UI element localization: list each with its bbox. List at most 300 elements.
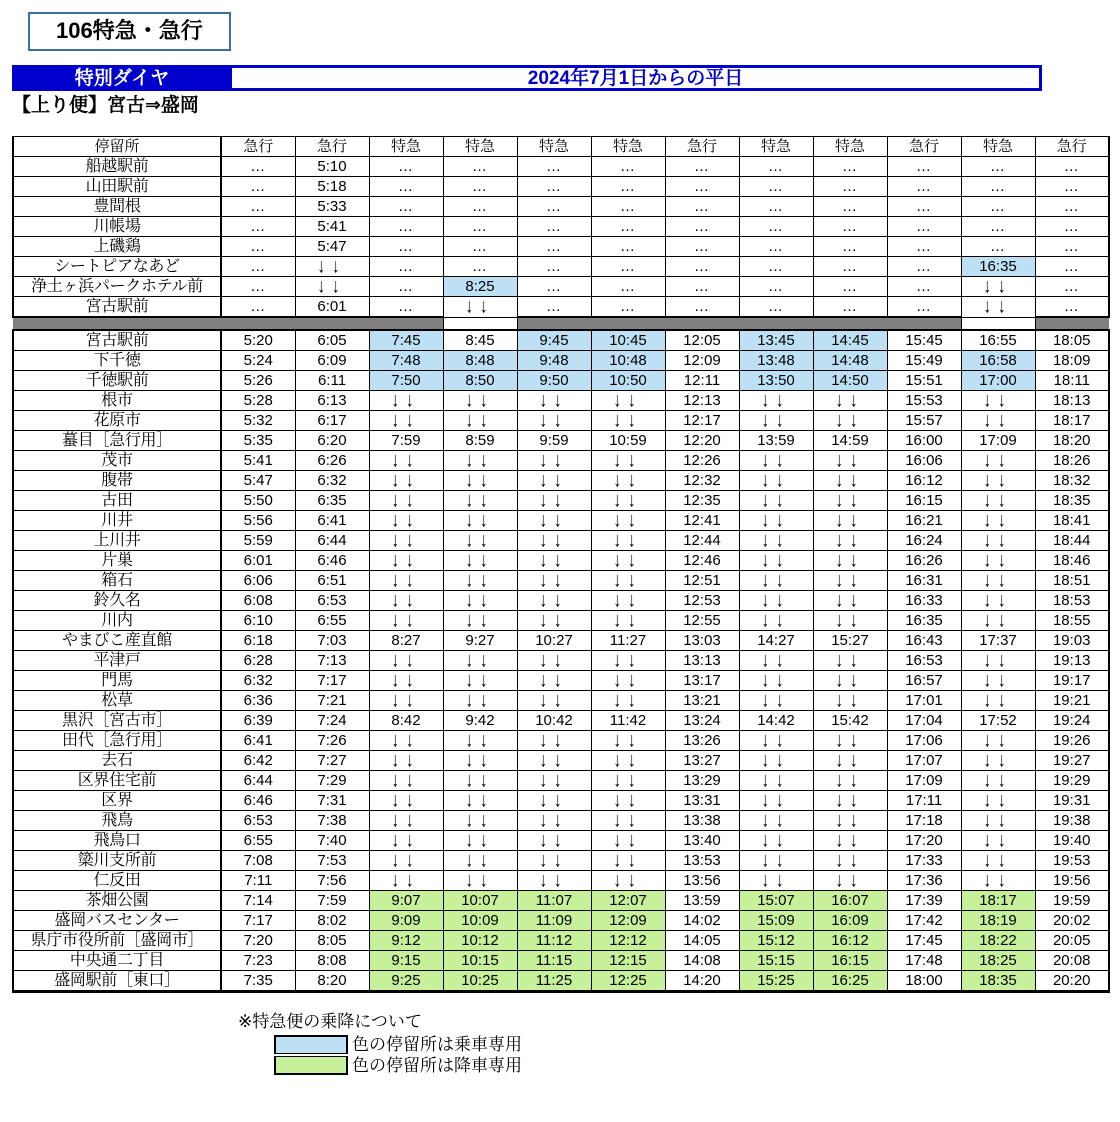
table-row	[13, 277, 1109, 297]
departure-time-cell: 9:48	[517, 351, 591, 371]
departure-time-cell: 6:55	[295, 611, 369, 631]
through-arrow-icon	[961, 551, 1035, 571]
departure-time-cell: 14:59	[813, 431, 887, 451]
departure-time-cell: 13:31	[665, 791, 739, 811]
departure-time-cell: 16:35	[887, 611, 961, 631]
down-arrow-icon: ↓↓	[465, 530, 495, 551]
departure-time-cell: 17:01	[887, 691, 961, 711]
departure-time-cell: 15:49	[887, 351, 961, 371]
divider-segment	[369, 317, 443, 330]
divider-segment	[517, 317, 591, 330]
through-arrow-icon	[739, 691, 813, 711]
departure-time-cell: 7:27	[295, 751, 369, 771]
departure-time-cell: 18:00	[887, 971, 961, 992]
table-row	[13, 471, 1109, 491]
down-arrow-icon: ↓↓	[761, 850, 791, 871]
departure-time-cell: 12:09	[665, 351, 739, 371]
down-arrow-icon: ↓↓	[465, 296, 495, 318]
departure-time-cell: 19:03	[1035, 631, 1109, 651]
stop-name-cell: 飛鳥	[13, 811, 221, 831]
through-arrow-icon	[591, 831, 665, 851]
down-arrow-icon: ↓↓	[391, 750, 421, 771]
departure-time-cell: 6:41	[221, 731, 295, 751]
departure-time-cell: 8:08	[295, 951, 369, 971]
through-arrow-icon	[443, 611, 517, 631]
stop-name-cell: 千徳駅前	[13, 371, 221, 391]
departure-time-cell: 8:50	[443, 371, 517, 391]
through-arrow-icon	[443, 771, 517, 791]
departure-time-cell: 16:21	[887, 511, 961, 531]
departure-time-cell: 14:42	[739, 711, 813, 731]
down-arrow-icon: ↓↓	[391, 390, 421, 411]
down-arrow-icon: ↓↓	[391, 450, 421, 471]
departure-time-cell: 19:24	[1035, 711, 1109, 731]
down-arrow-icon: ↓↓	[835, 730, 865, 751]
through-arrow-icon	[369, 791, 443, 811]
route-title: 106特急・急行	[28, 12, 231, 51]
no-service-cell: …	[517, 277, 591, 297]
departure-time-cell: 19:38	[1035, 811, 1109, 831]
no-service-cell: …	[1035, 217, 1109, 237]
down-arrow-icon: ↓↓	[761, 830, 791, 851]
no-service-cell: …	[591, 197, 665, 217]
departure-time-cell: 5:10	[295, 157, 369, 177]
through-arrow-icon	[517, 871, 591, 891]
departure-time-cell: 19:21	[1035, 691, 1109, 711]
no-service-cell: …	[665, 277, 739, 297]
through-arrow-icon	[813, 791, 887, 811]
through-arrow-icon	[961, 671, 1035, 691]
through-arrow-icon	[739, 851, 813, 871]
through-arrow-icon	[295, 257, 369, 277]
departure-time-cell: 9:07	[369, 891, 443, 911]
no-service-cell: …	[443, 257, 517, 277]
through-arrow-icon	[517, 471, 591, 491]
departure-time-cell: 7:59	[295, 891, 369, 911]
down-arrow-icon: ↓↓	[761, 870, 791, 891]
departure-time-cell: 18:17	[1035, 411, 1109, 431]
departure-time-cell: 15:27	[813, 631, 887, 651]
through-arrow-icon	[591, 771, 665, 791]
down-arrow-icon: ↓↓	[539, 690, 569, 711]
down-arrow-icon: ↓↓	[613, 410, 643, 431]
down-arrow-icon: ↓↓	[465, 390, 495, 411]
no-service-cell: …	[221, 237, 295, 257]
departure-time-cell: 18:55	[1035, 611, 1109, 631]
through-arrow-icon	[517, 771, 591, 791]
table-row	[13, 571, 1109, 591]
down-arrow-icon: ↓↓	[613, 650, 643, 671]
departure-time-cell: 10:27	[517, 631, 591, 651]
through-arrow-icon	[443, 571, 517, 591]
departure-time-cell: 7:31	[295, 791, 369, 811]
down-arrow-icon: ↓↓	[391, 410, 421, 431]
down-arrow-icon: ↓↓	[539, 390, 569, 411]
stop-name-cell: 宮古駅前	[13, 330, 221, 351]
down-arrow-icon: ↓↓	[761, 650, 791, 671]
stop-name-cell: 川内	[13, 611, 221, 631]
table-row	[13, 891, 1109, 911]
departure-time-cell: 6:46	[221, 791, 295, 811]
departure-time-cell: 10:50	[591, 371, 665, 391]
through-arrow-icon	[813, 531, 887, 551]
through-arrow-icon	[961, 791, 1035, 811]
departure-time-cell: 5:35	[221, 431, 295, 451]
departure-time-cell: 14:08	[665, 951, 739, 971]
departure-time-cell: 16:15	[813, 951, 887, 971]
departure-time-cell: 8:25	[443, 277, 517, 297]
through-arrow-icon	[739, 611, 813, 631]
down-arrow-icon: ↓↓	[613, 790, 643, 811]
through-arrow-icon	[517, 651, 591, 671]
departure-time-cell: 13:21	[665, 691, 739, 711]
through-arrow-icon	[443, 731, 517, 751]
down-arrow-icon: ↓↓	[835, 770, 865, 791]
departure-time-cell: 15:45	[887, 330, 961, 351]
down-arrow-icon: ↓↓	[539, 870, 569, 891]
down-arrow-icon: ↓↓	[391, 770, 421, 791]
down-arrow-icon: ↓↓	[983, 570, 1013, 591]
no-service-cell: …	[739, 217, 813, 237]
down-arrow-icon: ↓↓	[613, 570, 643, 591]
departure-time-cell: 7:17	[295, 671, 369, 691]
through-arrow-icon	[369, 651, 443, 671]
departure-time-cell: 10:45	[591, 330, 665, 351]
down-arrow-icon: ↓↓	[835, 590, 865, 611]
departure-time-cell: 9:25	[369, 971, 443, 992]
through-arrow-icon	[591, 671, 665, 691]
block-divider	[13, 317, 1109, 330]
departure-time-cell: 5:26	[221, 371, 295, 391]
stop-name-cell: 盛岡駅前［東口］	[13, 971, 221, 992]
no-service-cell: …	[591, 257, 665, 277]
through-arrow-icon	[591, 751, 665, 771]
departure-time-cell: 6:18	[221, 631, 295, 651]
no-service-cell: …	[517, 257, 591, 277]
no-service-cell: …	[887, 277, 961, 297]
no-service-cell: …	[813, 177, 887, 197]
stop-name-cell: 茶畑公園	[13, 891, 221, 911]
departure-time-cell: 16:35	[961, 257, 1035, 277]
through-arrow-icon	[813, 751, 887, 771]
down-arrow-icon: ↓↓	[835, 750, 865, 771]
stop-name-cell: 山田駅前	[13, 177, 221, 197]
through-arrow-icon	[443, 531, 517, 551]
departure-time-cell: 5:41	[221, 451, 295, 471]
through-arrow-icon	[517, 751, 591, 771]
departure-time-cell: 9:27	[443, 631, 517, 651]
down-arrow-icon: ↓↓	[613, 510, 643, 531]
through-arrow-icon	[739, 451, 813, 471]
through-arrow-icon	[591, 511, 665, 531]
departure-time-cell: 17:09	[961, 431, 1035, 451]
departure-time-cell: 8:27	[369, 631, 443, 651]
departure-time-cell: 5:32	[221, 411, 295, 431]
table-row	[13, 631, 1109, 651]
departure-time-cell: 9:42	[443, 711, 517, 731]
through-arrow-icon	[443, 491, 517, 511]
departure-time-cell: 12:46	[665, 551, 739, 571]
divider-segment	[739, 317, 813, 330]
no-service-cell: …	[813, 197, 887, 217]
through-arrow-icon	[739, 671, 813, 691]
down-arrow-icon: ↓↓	[761, 810, 791, 831]
table-row	[13, 330, 1109, 351]
departure-time-cell: 6:06	[221, 571, 295, 591]
stop-name-cell: 箱石	[13, 571, 221, 591]
departure-time-cell: 18:53	[1035, 591, 1109, 611]
legend-row-dropoff	[274, 1055, 1120, 1076]
table-row	[13, 931, 1109, 951]
departure-time-cell: 7:38	[295, 811, 369, 831]
through-arrow-icon	[813, 551, 887, 571]
down-arrow-icon: ↓↓	[983, 730, 1013, 751]
departure-time-cell: 13:56	[665, 871, 739, 891]
departure-time-cell: 6:01	[295, 297, 369, 318]
stop-name-cell: 腹帯	[13, 471, 221, 491]
down-arrow-icon: ↓↓	[983, 410, 1013, 431]
no-service-cell: …	[221, 157, 295, 177]
down-arrow-icon: ↓↓	[983, 870, 1013, 891]
departure-time-cell: 13:45	[739, 330, 813, 351]
stop-name-cell: 片巣	[13, 551, 221, 571]
departure-time-cell: 6:36	[221, 691, 295, 711]
stop-name-cell: 下千徳	[13, 351, 221, 371]
no-service-cell: …	[369, 257, 443, 277]
down-arrow-icon: ↓↓	[983, 650, 1013, 671]
timetable-body	[13, 157, 1109, 992]
stop-name-cell: 茂市	[13, 451, 221, 471]
stop-name-cell: 門馬	[13, 671, 221, 691]
down-arrow-icon: ↓↓	[613, 870, 643, 891]
header-service-type: 急行	[1035, 137, 1109, 157]
departure-time-cell: 19:40	[1035, 831, 1109, 851]
departure-time-cell: 7:50	[369, 371, 443, 391]
departure-time-cell: 16:33	[887, 591, 961, 611]
through-arrow-icon	[591, 791, 665, 811]
no-service-cell: …	[887, 297, 961, 318]
no-service-cell: …	[221, 297, 295, 318]
down-arrow-icon: ↓↓	[465, 690, 495, 711]
departure-time-cell: 14:05	[665, 931, 739, 951]
through-arrow-icon	[961, 851, 1035, 871]
departure-time-cell: 11:15	[517, 951, 591, 971]
through-arrow-icon	[517, 591, 591, 611]
departure-time-cell: 6:42	[221, 751, 295, 771]
no-service-cell: …	[369, 277, 443, 297]
header-service-type: 急行	[887, 137, 961, 157]
dropoff-color-swatch	[274, 1056, 348, 1075]
departure-time-cell: 7:13	[295, 651, 369, 671]
through-arrow-icon	[369, 811, 443, 831]
through-arrow-icon	[813, 511, 887, 531]
departure-time-cell: 10:12	[443, 931, 517, 951]
departure-time-cell: 12:09	[591, 911, 665, 931]
through-arrow-icon	[739, 591, 813, 611]
departure-time-cell: 7:08	[221, 851, 295, 871]
through-arrow-icon	[813, 731, 887, 751]
departure-time-cell: 19:13	[1035, 651, 1109, 671]
departure-time-cell: 6:05	[295, 330, 369, 351]
down-arrow-icon: ↓↓	[465, 810, 495, 831]
down-arrow-icon: ↓↓	[983, 510, 1013, 531]
departure-time-cell: 17:11	[887, 791, 961, 811]
departure-time-cell: 16:00	[887, 431, 961, 451]
no-service-cell: …	[961, 237, 1035, 257]
departure-time-cell: 18:25	[961, 951, 1035, 971]
stop-name-cell: 川井	[13, 511, 221, 531]
through-arrow-icon	[443, 871, 517, 891]
down-arrow-icon: ↓↓	[613, 730, 643, 751]
down-arrow-icon: ↓↓	[539, 530, 569, 551]
down-arrow-icon: ↓↓	[983, 276, 1013, 297]
down-arrow-icon: ↓↓	[761, 550, 791, 571]
down-arrow-icon: ↓↓	[465, 730, 495, 751]
through-arrow-icon	[813, 811, 887, 831]
table-row	[13, 591, 1109, 611]
departure-time-cell: 19:31	[1035, 791, 1109, 811]
departure-time-cell: 13:38	[665, 811, 739, 831]
departure-time-cell: 13:29	[665, 771, 739, 791]
no-service-cell: …	[813, 217, 887, 237]
no-service-cell: …	[443, 197, 517, 217]
direction-label: 【上り便】宮古⇒盛岡	[12, 95, 199, 117]
no-service-cell: …	[369, 197, 443, 217]
departure-time-cell: 5:50	[221, 491, 295, 511]
stop-name-cell: 古田	[13, 491, 221, 511]
table-row	[13, 711, 1109, 731]
departure-time-cell: 15:57	[887, 411, 961, 431]
stop-name-cell: 上磯鶏	[13, 237, 221, 257]
table-row	[13, 431, 1109, 451]
down-arrow-icon: ↓↓	[761, 410, 791, 431]
table-row	[13, 411, 1109, 431]
stop-name-cell: 松草	[13, 691, 221, 711]
stop-name-cell: 宮古駅前	[13, 297, 221, 318]
stop-name-cell: 仁反田	[13, 871, 221, 891]
departure-time-cell: 7:45	[369, 330, 443, 351]
table-row	[13, 257, 1109, 277]
down-arrow-icon: ↓↓	[761, 690, 791, 711]
through-arrow-icon	[295, 277, 369, 297]
through-arrow-icon	[369, 451, 443, 471]
legend	[238, 1011, 1120, 1076]
departure-time-cell: 5:47	[295, 237, 369, 257]
down-arrow-icon: ↓↓	[761, 730, 791, 751]
down-arrow-icon: ↓↓	[983, 610, 1013, 631]
through-arrow-icon	[591, 471, 665, 491]
down-arrow-icon: ↓↓	[317, 276, 347, 297]
down-arrow-icon: ↓↓	[539, 570, 569, 591]
departure-time-cell: 5:47	[221, 471, 295, 491]
through-arrow-icon	[961, 751, 1035, 771]
departure-time-cell: 8:02	[295, 911, 369, 931]
departure-time-cell: 6:44	[221, 771, 295, 791]
departure-time-cell: 18:11	[1035, 371, 1109, 391]
departure-time-cell: 14:45	[813, 330, 887, 351]
table-row	[13, 751, 1109, 771]
down-arrow-icon: ↓↓	[983, 810, 1013, 831]
down-arrow-icon: ↓↓	[465, 490, 495, 511]
stop-name-cell: 船越駅前	[13, 157, 221, 177]
no-service-cell: …	[739, 297, 813, 318]
down-arrow-icon: ↓↓	[613, 770, 643, 791]
effective-date-label: 2024年7月1日からの平日	[232, 68, 1039, 88]
through-arrow-icon	[591, 871, 665, 891]
down-arrow-icon: ↓↓	[983, 750, 1013, 771]
down-arrow-icon: ↓↓	[391, 570, 421, 591]
departure-time-cell: 5:41	[295, 217, 369, 237]
down-arrow-icon: ↓↓	[465, 590, 495, 611]
departure-time-cell: 19:56	[1035, 871, 1109, 891]
through-arrow-icon	[369, 871, 443, 891]
through-arrow-icon	[961, 491, 1035, 511]
through-arrow-icon	[517, 391, 591, 411]
departure-time-cell: 13:53	[665, 851, 739, 871]
through-arrow-icon	[739, 411, 813, 431]
down-arrow-icon: ↓↓	[835, 510, 865, 531]
departure-time-cell: 15:53	[887, 391, 961, 411]
down-arrow-icon: ↓↓	[539, 470, 569, 491]
no-service-cell: …	[1035, 177, 1109, 197]
departure-time-cell: 10:59	[591, 431, 665, 451]
stop-name-cell: やまびこ産直館	[13, 631, 221, 651]
departure-time-cell: 15:07	[739, 891, 813, 911]
departure-time-cell: 7:56	[295, 871, 369, 891]
table-row	[13, 951, 1109, 971]
down-arrow-icon: ↓↓	[465, 570, 495, 591]
departure-time-cell: 5:18	[295, 177, 369, 197]
no-service-cell: …	[1035, 197, 1109, 217]
departure-time-cell: 12:32	[665, 471, 739, 491]
departure-time-cell: 7:21	[295, 691, 369, 711]
departure-time-cell: 6:35	[295, 491, 369, 511]
table-row	[13, 971, 1109, 992]
down-arrow-icon: ↓↓	[391, 550, 421, 571]
departure-time-cell: 17:39	[887, 891, 961, 911]
header-service-type: 特急	[739, 137, 813, 157]
departure-time-cell: 12:41	[665, 511, 739, 531]
departure-time-cell: 7:20	[221, 931, 295, 951]
through-arrow-icon	[739, 531, 813, 551]
through-arrow-icon	[443, 297, 517, 318]
down-arrow-icon: ↓↓	[761, 590, 791, 611]
down-arrow-icon: ↓↓	[761, 530, 791, 551]
header-service-type: 特急	[813, 137, 887, 157]
down-arrow-icon: ↓↓	[835, 390, 865, 411]
departure-time-cell: 13:50	[739, 371, 813, 391]
through-arrow-icon	[961, 411, 1035, 431]
down-arrow-icon: ↓↓	[539, 790, 569, 811]
header-service-type: 特急	[591, 137, 665, 157]
departure-time-cell: 18:32	[1035, 471, 1109, 491]
stop-name-cell: 浄土ヶ浜パークホテル前	[13, 277, 221, 297]
departure-time-cell: 7:03	[295, 631, 369, 651]
through-arrow-icon	[517, 451, 591, 471]
header-service-type: 特急	[517, 137, 591, 157]
through-arrow-icon	[443, 591, 517, 611]
down-arrow-icon: ↓↓	[983, 450, 1013, 471]
through-arrow-icon	[961, 511, 1035, 531]
table-row	[13, 351, 1109, 371]
down-arrow-icon: ↓↓	[539, 810, 569, 831]
through-arrow-icon	[739, 811, 813, 831]
stop-name-cell: 蟇目［急行用］	[13, 431, 221, 451]
departure-time-cell: 19:53	[1035, 851, 1109, 871]
departure-time-cell: 7:48	[369, 351, 443, 371]
no-service-cell: …	[813, 277, 887, 297]
table-row	[13, 851, 1109, 871]
